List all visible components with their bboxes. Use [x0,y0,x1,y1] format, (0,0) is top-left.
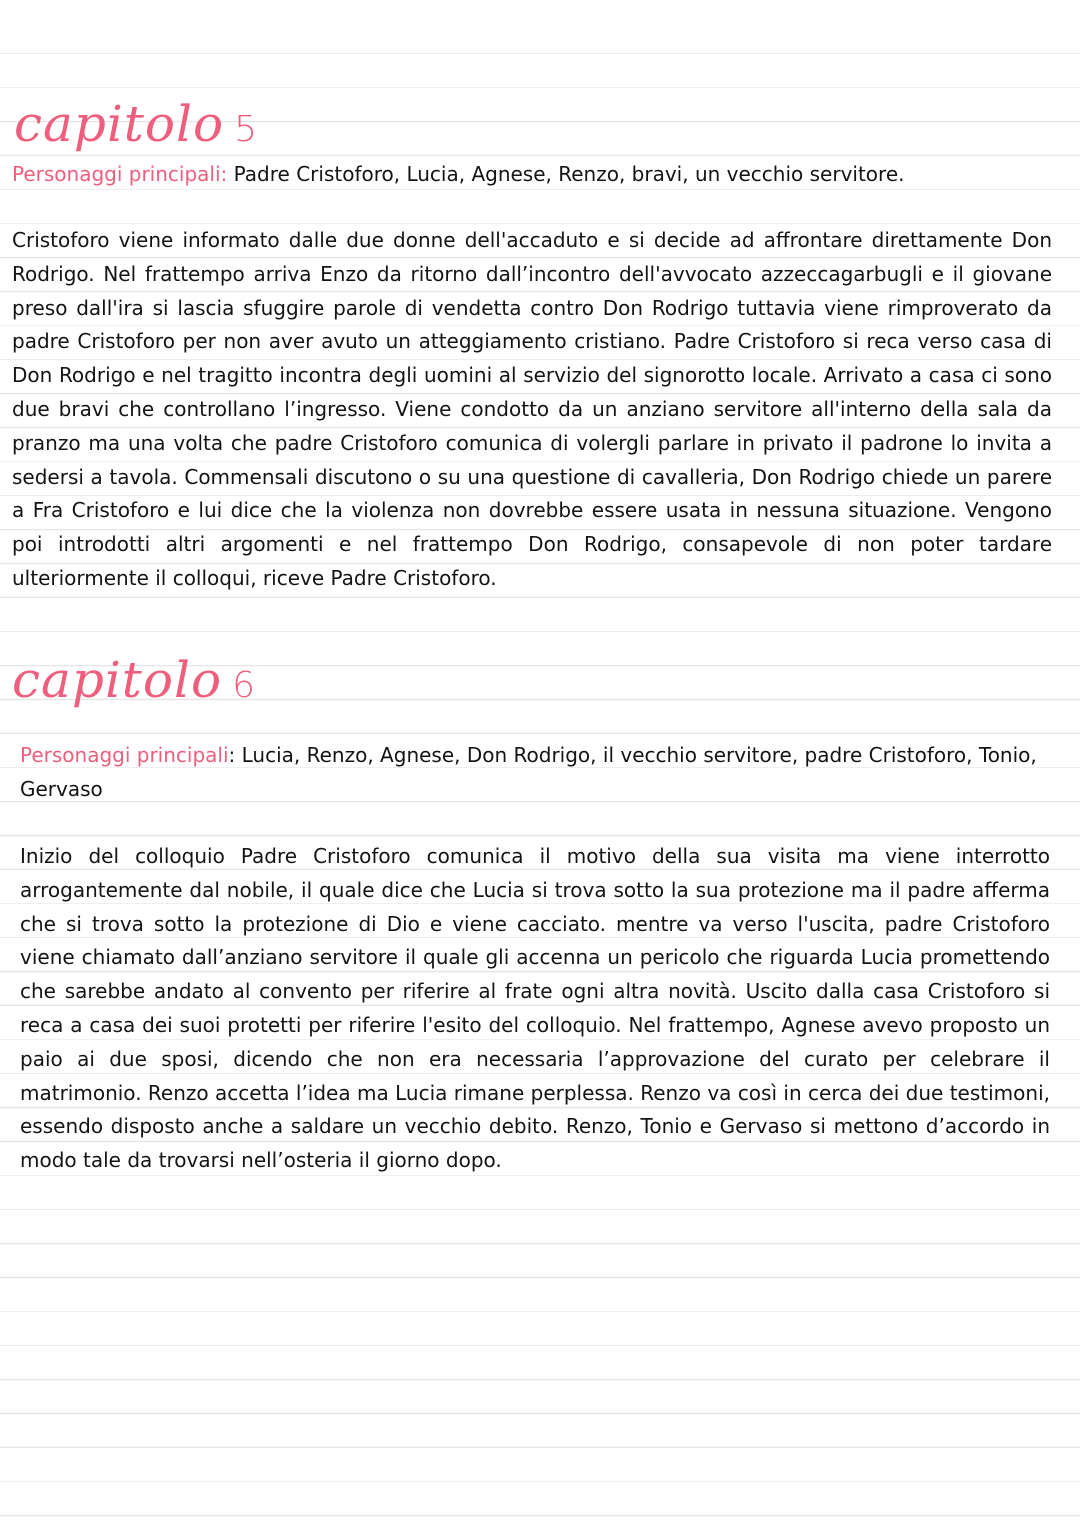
chapter-5-characters [12,157,1052,191]
chapter-6-heading-number: 6 [232,665,257,706]
chapter-5-heading-number: 5 [234,109,259,150]
chapter-6-characters [20,738,1050,806]
chapter-6-heading [12,652,256,714]
chapter-5-characters-list: Padre Cristoforo, Lucia, Agnese, Renzo, bravi, un vecchio servitore. [227,162,905,186]
chapter-6-summary: Inizio del colloquio Padre Cristoforo comunica il motivo della sua visita ma viene interrotto arrogantemente dal nobile, il quale dice che Lucia si trova sotto la sua protezione ma il padre afferma che si trova sotto la protezione di Dio e viene cacciato. mentre va verso l'uscita, padre Cristoforo viene chiamato dall’anziano servitore il quale gli accenna un pericolo che riguarda Lucia promettendo che sarebbe andato al convento per riferire al frate ogni altra novità. Uscito dalla casa Cristoforo si reca a casa dei suoi protetti per riferire l'esito del colloquio. Nel frattempo, Agnese avevo proposto un paio ai due sposi, dicendo che non era necessaria l’approvazione del curato per celebrare il matrimonio. Renzo accetta l’idea ma Lucia rimane perplessa. Renzo va così in cerca dei due testimoni, essendo disposto anche a saldare un vecchio debito. Renzo, Tonio e Gervaso si mettono d’accordo in modo tale da trovarsi nell’osteria il giorno dopo. [20,844,1050,1173]
chapter-6-characters-list: : Lucia, Renzo, Agnese, Don Rodrigo, il vecchio servitore, padre Cristoforo, Tonio, Gervaso [20,743,1037,801]
chapter-6-heading-word: capitolo [12,651,223,709]
chapter-5-heading-word: capitolo [14,95,225,153]
chapter-5-summary: Cristoforo viene informato dalle due donne dell'accaduto e si decide ad affrontare direttamente Don Rodrigo. Nel frattempo arriva Enzo da ritorno dall’incontro dell'avvocato azzeccagarbugli e il giovane preso dall'ira si lascia sfuggire parole di vendetta contro Don Rodrigo tuttavia viene rimproverato da padre Cristoforo per non aver avuto un atteggiamento cristiano. Padre Cristoforo si reca verso casa di Don Rodrigo e nel tragitto incontra degli uomini al servizio del signorotto locale. Arrivato a casa ci sono due bravi che controllano l’ingresso. Viene condotto da un anziano servitore all'interno della sala da pranzo ma una volta che padre Cristoforo comunica di volergli parlare in privato il padrone lo invita a sedersi a tavola. Commensali discutono o su una questione di cavalleria, Don Rodrigo chiede un parere a Fra Cristoforo e lui dice che la violenza non dovrebbe essere usata in nessuna situazione. Vengono poi introdotti altri argomenti e nel frattempo Don Rodrigo, consapevole di non poter tardare ulteriormente il colloqui, riceve Padre Cristoforo. [12,228,1052,590]
chapter-5-heading [14,96,258,158]
chapter-5-characters-label: Personaggi principali: [12,162,228,186]
chapter-6-characters-label: Personaggi principali [20,743,229,767]
